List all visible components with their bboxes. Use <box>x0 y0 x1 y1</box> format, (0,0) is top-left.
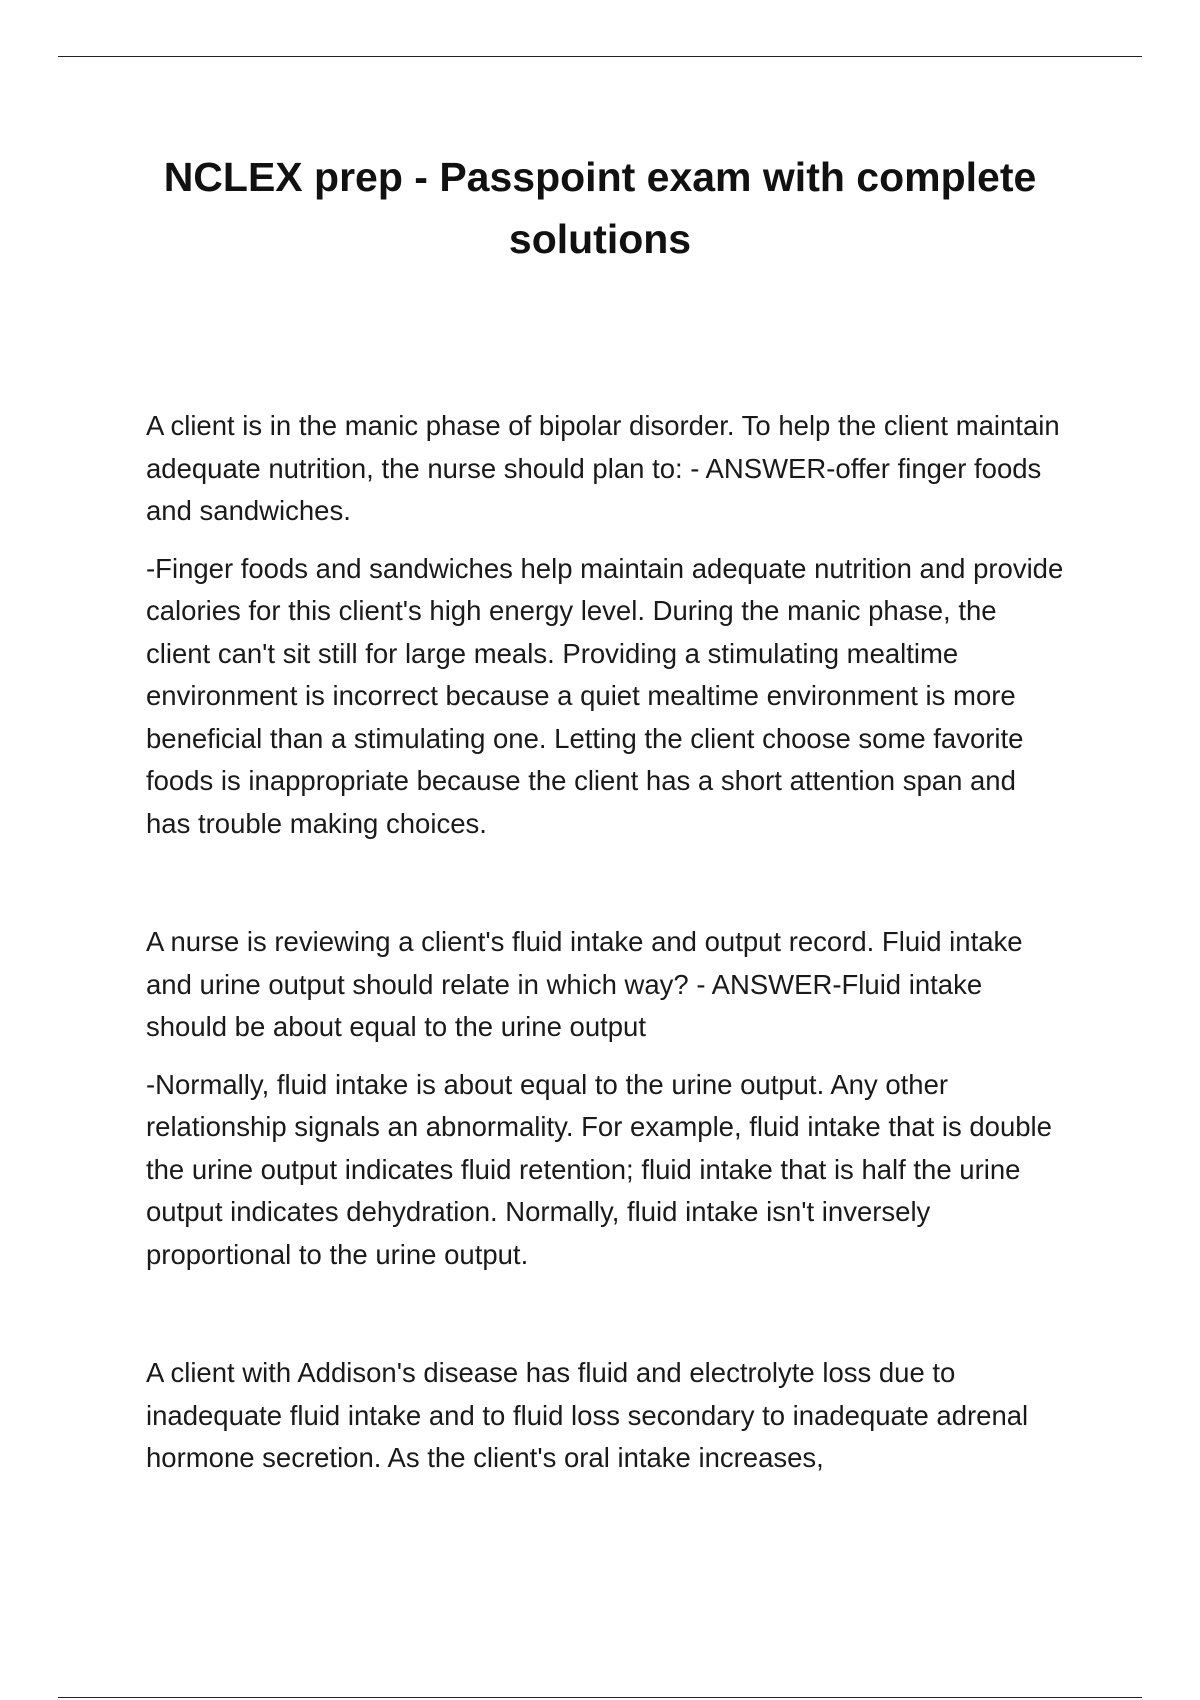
document-title: NCLEX prep - Passpoint exam with complete solutions <box>163 154 1037 262</box>
question-text: A nurse is reviewing a client's fluid intake and output record. Fluid intake and urine output should relate in which way? - ANSWER-Fluid intake should be about equal to the urine output <box>146 926 1023 1042</box>
qa-item <box>146 405 1066 845</box>
qa-item <box>146 1352 1066 1480</box>
qa-item <box>146 921 1066 1276</box>
question-text: A client is in the manic phase of bipolar disorder. To help the client maintain adequate nutrition, the nurse should plan to: - ANSWER-offer finger foods and sandwiches. <box>146 410 1060 526</box>
rationale-text: -Normally, fluid intake is about equal to the urine output. Any other relationship signals an abnormality. For example, fluid intake that is double the urine output indicates fluid retention; fluid intake that is half the urine output indicates dehydration. Normally, fluid intake isn't inversely proportional to the urine output. <box>146 1068 1052 1270</box>
document-body <box>146 405 1066 1480</box>
rationale-text: -Finger foods and sandwiches help maintain adequate nutrition and provide calories for this client's high energy level. During the manic phase, the client can't sit still for large meals. Providing a stimulating mealtime environment is incorrect because a quiet mealtime environment is more beneficial than a stimulating one. Letting the client choose some favorite foods is inappropriate because the client has a short attention span and has trouble making choices. <box>146 552 1064 839</box>
question-text: A client with Addison's disease has fluid and electrolyte loss due to inadequate fluid intake and to fluid loss secondary to inadequate adrenal hormone secretion. As the client's oral intake increases, <box>146 1357 1029 1473</box>
header-divider <box>58 56 1142 57</box>
footer-divider <box>58 1697 1142 1698</box>
